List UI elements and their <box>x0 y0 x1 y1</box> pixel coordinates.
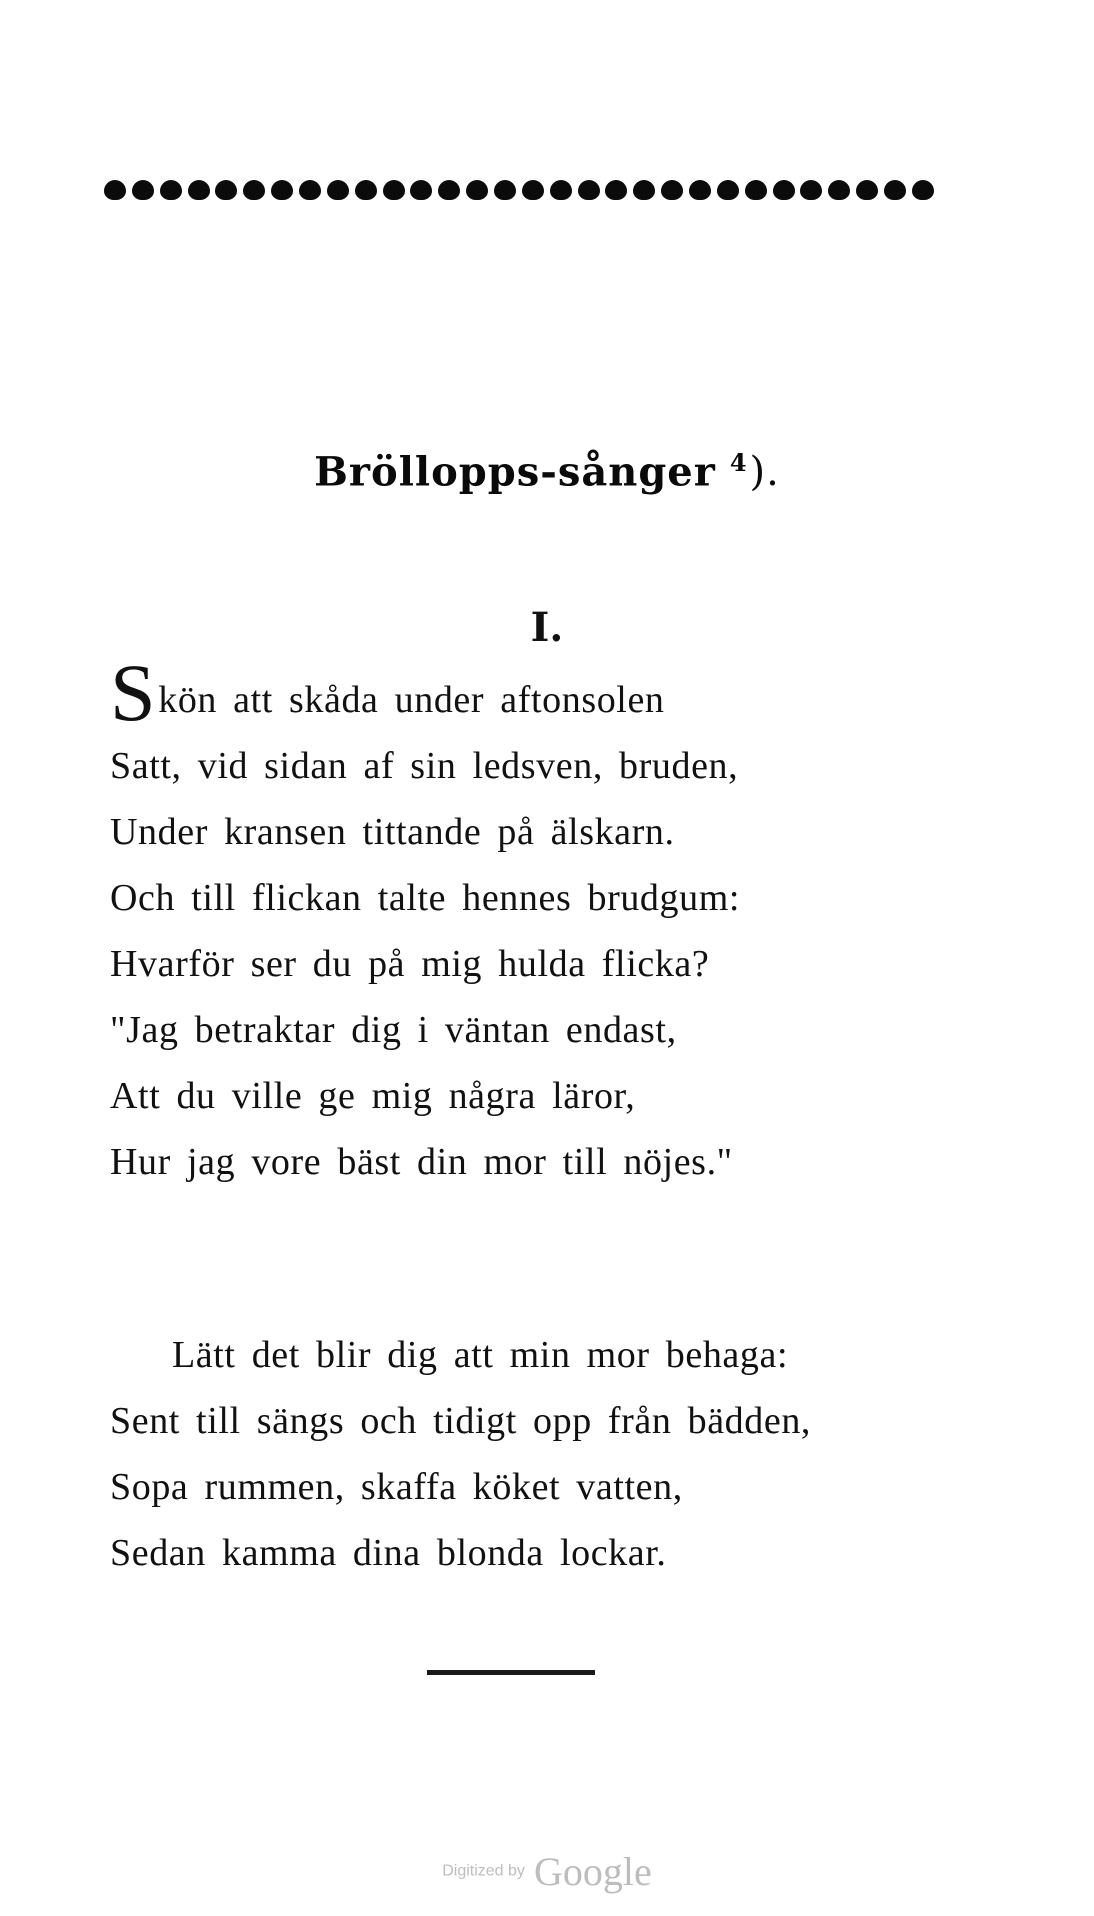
ornament-bead <box>773 180 795 200</box>
ornament-bead <box>550 180 572 200</box>
ornament-bead <box>160 180 182 200</box>
verse-text: kön att skåda under aftonsolen <box>158 679 665 721</box>
google-logo: Google <box>534 1849 652 1894</box>
ornamental-border <box>104 176 934 204</box>
ornament-bead <box>912 180 934 200</box>
verse-line: Och till flickan talte hennes brudgum: <box>110 877 741 919</box>
verse-line: Lätt det blir dig att min mor behaga: <box>172 1334 789 1376</box>
ornament-bead <box>633 180 655 200</box>
verse-line: Hur jag vore bäst din mor till nöjes." <box>110 1141 733 1183</box>
ornament-bead <box>717 180 739 200</box>
ornament-bead <box>494 180 516 200</box>
ornament-bead <box>661 180 683 200</box>
ornament-bead <box>132 180 154 200</box>
ornament-bead <box>104 180 126 200</box>
ornament-bead <box>243 180 265 200</box>
ornament-bead <box>188 180 210 200</box>
stanza-1 <box>110 647 741 1195</box>
ornament-bead <box>522 180 544 200</box>
closing-rule <box>427 1670 595 1675</box>
heading-paren: ). <box>749 449 780 496</box>
ornament-bead <box>410 180 432 200</box>
verse-line: Att du ville ge mig några läror, <box>110 1075 636 1117</box>
ornament-bead <box>271 180 293 200</box>
ornament-bead <box>578 180 600 200</box>
verse-line: Sent till sängs och tidigt opp från bädden, <box>110 1400 812 1442</box>
drop-cap: S <box>110 647 157 738</box>
ornament-bead <box>605 180 627 200</box>
ornament-bead <box>466 180 488 200</box>
verse-line: Sedan kamma dina blonda lockar. <box>110 1532 667 1574</box>
ornament-bead <box>745 180 767 200</box>
watermark-prefix: Digitized by <box>442 1862 525 1880</box>
poem-heading <box>0 448 1094 495</box>
footnote-mark: 4 <box>729 448 748 477</box>
verse-line: "Jag betraktar dig i väntan endast, <box>110 1009 677 1051</box>
ornament-bead <box>689 180 711 200</box>
ornament-bead <box>299 180 321 200</box>
stanza-2 <box>110 1322 811 1586</box>
ornament-bead <box>856 180 878 200</box>
ornament-bead <box>438 180 460 200</box>
verse-line: Satt, vid sidan af sin ledsven, bruden, <box>110 745 739 787</box>
verse-line: Under kransen tittande på älskarn. <box>110 811 675 853</box>
ornament-bead <box>355 180 377 200</box>
digitization-watermark <box>0 1848 1094 1895</box>
verse-line <box>110 647 740 738</box>
heading-title: Bröllopps-sånger <box>314 448 716 496</box>
ornament-bead <box>215 180 237 200</box>
section-number: I. <box>530 604 564 651</box>
verse-line: Sopa rummen, skaffa köket vatten, <box>110 1466 683 1508</box>
ornament-bead <box>327 180 349 200</box>
ornament-bead <box>884 180 906 200</box>
ornament-bead <box>828 180 850 200</box>
verse-line: Hvarför ser du på mig hulda flicka? <box>110 943 710 985</box>
ornament-bead <box>383 180 405 200</box>
ornament-bead <box>800 180 822 200</box>
